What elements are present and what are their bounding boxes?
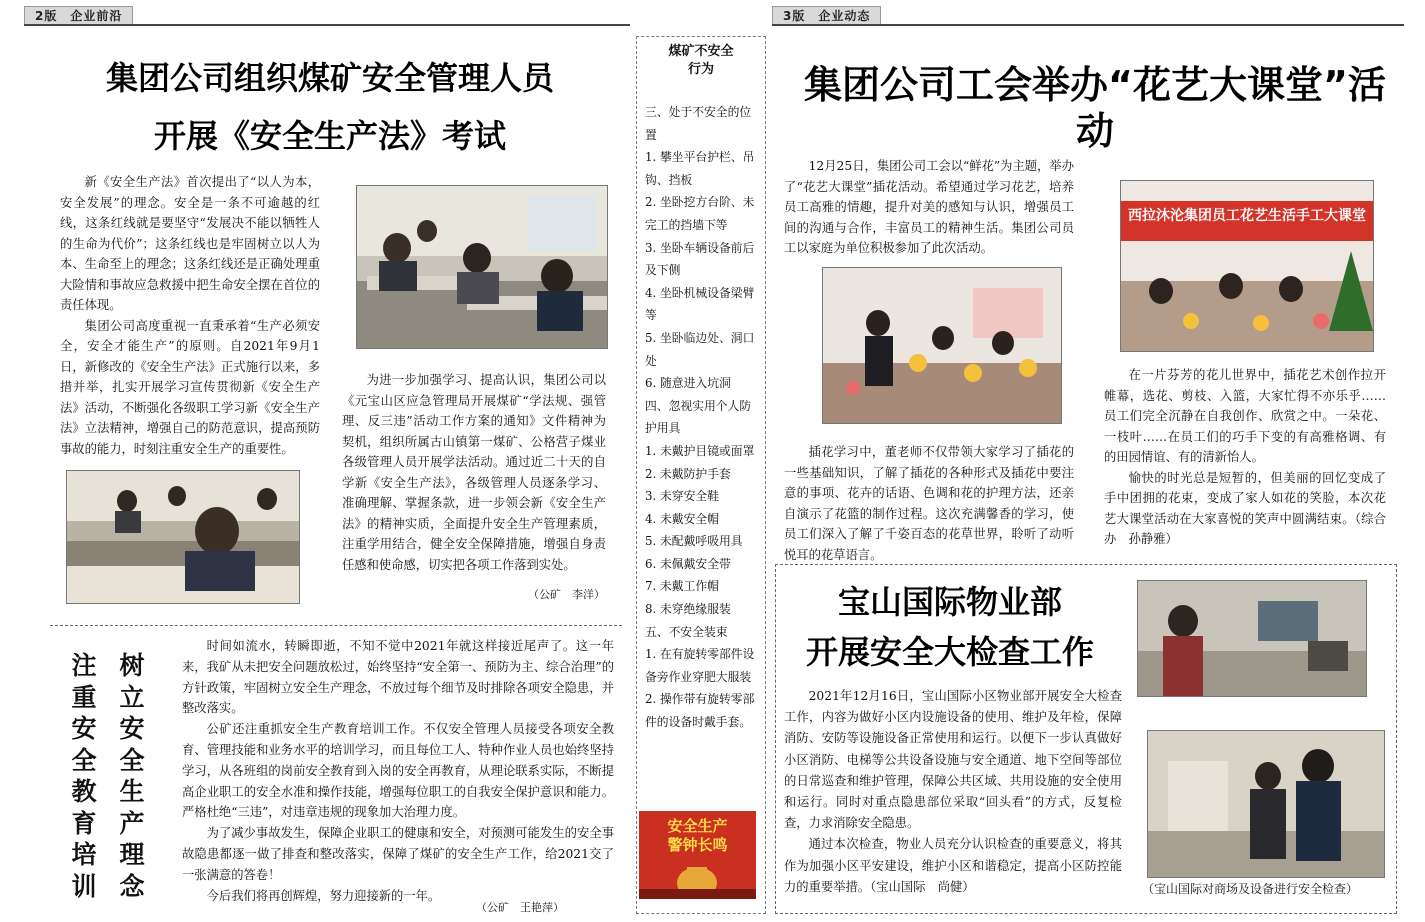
- sidebar-list-item: 3. 未穿安全鞋: [645, 489, 719, 504]
- poster-text: 安全生产 警钟长鸣: [667, 817, 728, 854]
- right-article2-headline: 宝山国际物业部 开展安全大检查工作: [805, 583, 1094, 671]
- sidebar-list-item: 2. 坐卧挖方台阶、未完工的挡墙下等: [645, 195, 755, 232]
- sidebar-list-item: 1. 未戴护目镜或面罩: [645, 443, 755, 458]
- sidebar-list-item: 7. 未戴工作帽: [645, 579, 719, 594]
- inspection-photo-1: [1137, 580, 1367, 697]
- sidebar-list-item: 3. 坐卧车辆设备前后及下侧: [645, 240, 755, 278]
- right-article1-para34: [1104, 365, 1386, 550]
- inspection-caption: （宝山国际对商场及设备进行安全检查）: [1142, 882, 1359, 896]
- safety-poster: [639, 811, 756, 899]
- exam-photo-1: [356, 185, 608, 349]
- sidebar-title: 煤矿不安全 行为: [668, 44, 734, 77]
- sidebar-list-item: 8. 未穿绝缘服装: [645, 602, 731, 617]
- top-rule-left: [24, 24, 630, 26]
- headline-line1: 集团公司组织煤矿安全管理人员: [105, 59, 554, 97]
- article1-para3: 为进一步加强学习、提高认识，集团公司以《元宝山区应急管理局开展煤矿“学法规、强管理、反三违”活动工作方案的通知》文件精神为契机，组织所属古山镇第一煤矿、公格营子煤业各级管理人员开展学法活动。通过近二十天的自学新《安全生产法》，各级管理人员逐条学习、准确理解、掌握条款，进一步领会新《安全生产法》的精神实质，全面提升安全生产管理素质，注重学用结合，健全安全保障措施，增强自身责任感和使命感，切实把各项工作落到实处。: [342, 373, 606, 572]
- article2-para3: 为了减少事故发生，保障企业职工的健康和安全，对预测可能发生的安全事故隐患都逐一做了排查和整改落实，保障了煤矿的安全生产工作，给2021交了一张满意的答卷！: [182, 826, 614, 882]
- sidebar-list-item: 四、忽视实用个人防护用具: [645, 398, 752, 436]
- exam-photo-2-graphic: [67, 471, 299, 603]
- vertical-title-col2: 注重安全教育培训: [71, 651, 97, 901]
- sidebar-list-item: 6. 未佩戴安全带: [645, 556, 731, 571]
- unsafe-behavior-sidebar: [636, 36, 766, 914]
- top-rule-right: [772, 24, 1404, 26]
- sidebar-list-item: 2. 未戴防护手套: [645, 466, 731, 481]
- right-article1-para4: 愉快的时光总是短暂的，但美丽的回忆变成了手中团拥的花束，变成了家人如花的笑脸，本次花艺大课堂活动在大家喜悦的笑声中圆满结束。（综合办 孙静雅）: [1104, 470, 1386, 546]
- sidebar-list-item: 1. 在有旋转零部件设备旁作业穿肥大服装: [645, 647, 755, 684]
- flower-class-photo-2: [822, 267, 1062, 424]
- sidebar-list-item: 三、处于不安全的位置: [645, 105, 752, 142]
- right-article2-body: [784, 686, 1122, 898]
- sidebar-list-item: 6. 随意进入坑洞: [645, 376, 731, 391]
- inspection-photo-2-graphic: [1148, 731, 1384, 877]
- exam-photo-1-graphic: [357, 186, 607, 348]
- sidebar-list-item: 1. 攀坐平台护栏、吊钩、挡板: [645, 150, 755, 187]
- flower-photo-2-graphic: [823, 268, 1061, 423]
- sidebar-list: [637, 79, 765, 734]
- article2-para2: 公矿还注重抓安全生产教育培训工作。不仅安全管理人员接受各项安全教育、管理技能和业务水平的培训学习，而且每位工人、特种作业人员也始终坚持学习，从各班组的岗前安全教育到入岗的安全再教育，从理论联系实际，不断提高企业职工的安全水准和操作技能，增强每位职工的自我安全保护意识和能力。严格杜绝“三违”，对违章违规的现象加大治理力度。: [182, 722, 614, 820]
- flower-class-photo-1: [1120, 180, 1374, 352]
- sidebar-list-item: 4. 未戴安全帽: [645, 511, 719, 526]
- page-tag-right: 3版 企业动态: [772, 6, 881, 26]
- vertical-title-col1: 树立安全生产理念: [119, 651, 145, 901]
- right-article1-para2: 插花学习中，董老师不仅带领大家学习了插花的一些基础知识，了解了插花的各种形式及插花中要注意的事项、花卉的话语、色调和花的护理方法，还亲自演示了花篮的制作过程。这次充满馨香的学习，使员工们深入了解了千姿百态的花草世界，聆听了动听悦耳的花草语言。: [784, 445, 1074, 562]
- article2-body: [182, 636, 614, 906]
- article2-signature: （公矿 王艳萍）: [476, 901, 564, 914]
- sidebar-list-item: 4. 坐卧机械设备梁臂等: [645, 285, 755, 323]
- right-article1-headline: 集团公司工会举办“花艺大课堂”活动: [804, 63, 1386, 153]
- sidebar-list-item: 5. 坐卧临边处、洞口处: [645, 330, 755, 368]
- article1-signature: （公矿 李洋）: [528, 588, 605, 601]
- article2-para1: 时间如流水，转瞬即逝，不知不觉中2021年就这样接近尾声了。这一年来，我矿从未把安全问题放松过，始终坚持“安全第一、预防为主、综合治理”的方针政策，牢固树立安全生产理念，不放过每个细节及时排除各项安全隐患，并整改落实。: [182, 639, 614, 716]
- inspection-photo-2: [1147, 730, 1385, 878]
- article2-para4: 今后我们将再创辉煌，努力迎接新的一年。: [206, 888, 441, 903]
- left-divider: [50, 625, 622, 626]
- right-article1-para1: 12月25日，集团公司工会以“鲜花”为主题，举办了“花艺大课堂”插花活动。希望通过学习花艺，培养员工高雅的情趣，提升对美的感知与认识，增强员工间的沟通与合作，丰富员工的精神生活。集团公司员工以家庭为单位积极参加了此次活动。: [784, 159, 1074, 255]
- article1-para1: 新《安全生产法》首次提出了“以人为本，安全发展”的理念。安全是一条不可逾越的红线，这条红线就是要坚守“发展决不能以牺牲人的生命为代价”；这条红线也是牢固树立以人为本、生命至上的理念；这条红线还是正确处理重大险情和事故应急救援中把生命安全摆在首位的责任体现。 集团公司高度重视一直秉承着“生产必须安全，安全才能生产”的原则。自2021年9月1日，新修改的《安全生产法》正式施行以来，多措并举，扎实开展学习宣传贯彻新《安全生产法》活动，不断强化各级职工学习新《安全生产法》立法精神，增强自己的防范意识，提高预防事故的能力，时刻注重安全生产的重要性。: [60, 172, 320, 459]
- right-article2-para1: 2021年12月16日，宝山国际小区物业部开展安全大检查工作，内容为做好小区内设施设备的使用、维护及年检，保障消防、安防等设施设备正常使用和运行。以便下一步认真做好小区消防、电梯等公共设备设施与安全通道、地下空间等部位的日常巡查和维护管理，保障公共区域、共用设施的安全使用和运行。同时对重点隐患部位采取“回头看”的方式，反复检查，力求消除安全隐患。: [784, 689, 1122, 831]
- flower-banner-text: 西拉沐沦集团员工花艺生活手工大课堂: [1128, 208, 1366, 224]
- article1-headline: [40, 58, 620, 156]
- right-article1-para3: 在一片芬芳的花儿世界中，插花艺术创作拉开帷幕，选花、剪枝、入篮，大家忙得不亦乐乎……员工们完全沉静在自我创作、欣赏之中。一朵花、一枝叶……在员工们的巧手下变的有高雅格调、有的田园情谊、有的清新怡人。: [1104, 368, 1386, 464]
- headline-line2: 开展《安全生产法》考试: [153, 117, 506, 155]
- sidebar-list-item: 五、不安全装束: [645, 624, 728, 639]
- article1-para2: 集团公司高度重视一直秉承着“生产必须安全，安全才能生产”的原则。自2021年9月1日，新修改的《安全生产法》正式施行以来，多措并举，扎实开展学习宣传贯彻新《安全生产法》活动，不断强化各级职工学习新《安全生产法》立法精神，增强自己的防范意识，提高预防事故的能力，时刻注重安全生产的重要性。: [60, 318, 320, 456]
- sidebar-list-item: 2. 操作带有旋转零部件的设备时戴手套。: [645, 692, 755, 730]
- right-article2-para2: 通过本次检查，物业人员充分认识检查的重要意义，将其作为加强小区平安建设，维护小区和谐稳定，提高小区防控能力的重要举措。（宝山国际 尚健）: [784, 837, 1122, 894]
- page-tag-left: 2版 企业前沿: [24, 6, 133, 26]
- inspection-photo-1-graphic: [1138, 581, 1366, 696]
- exam-photo-2: [66, 470, 300, 604]
- sidebar-list-item: 5. 未配戴呼吸用具: [645, 534, 743, 549]
